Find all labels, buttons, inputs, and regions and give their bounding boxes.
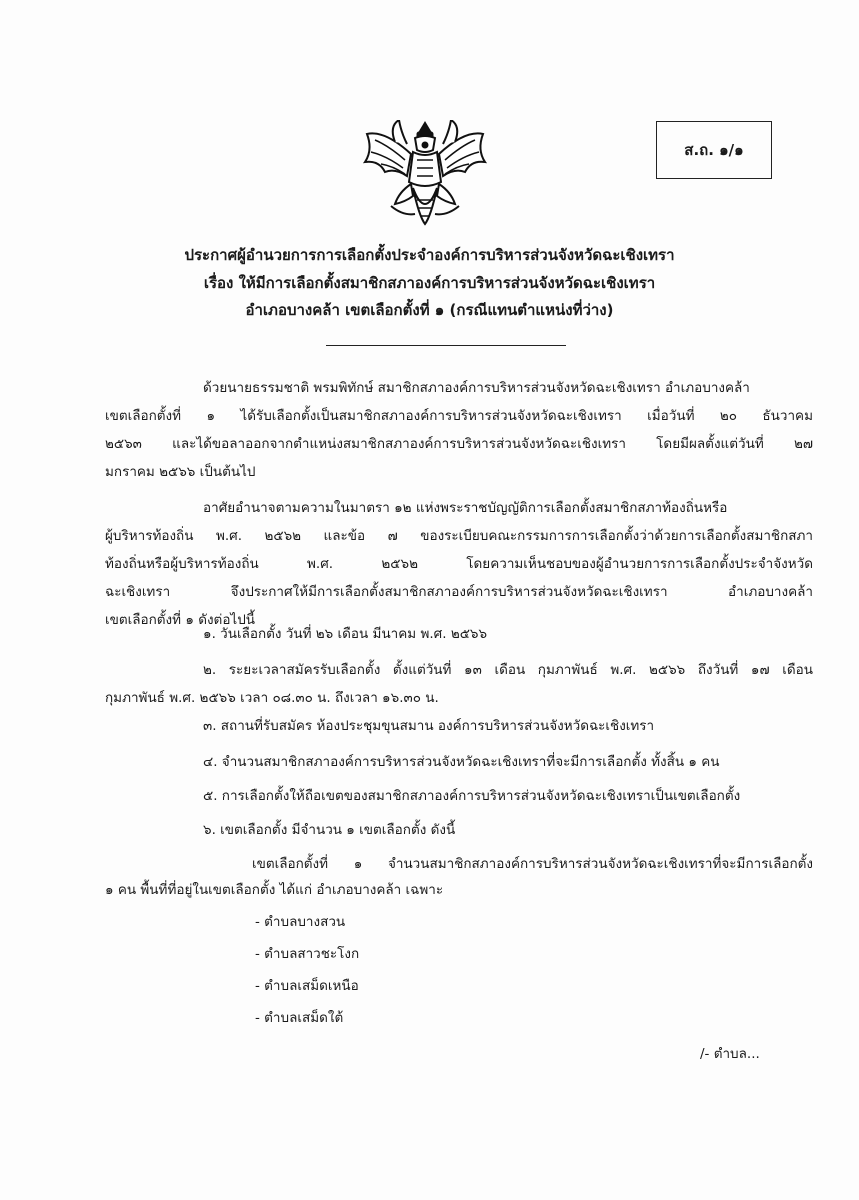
subdistrict-item: - ตำบลสาวชะโงก [255, 946, 360, 962]
item-1: ๑. วันเลือกตั้ง วันที่ ๒๖ เดือน มีนาคม พ.ศ. ๒๕๖๖ [203, 626, 488, 642]
garuda-emblem-icon [355, 120, 495, 230]
item-3: ๓. สถานที่รับสมัคร ห้องประชุมขุนสมาน องค์การบริหารส่วนจังหวัดฉะเชิงเทรา [203, 718, 655, 734]
continuation-note: /- ตำบล... [700, 1046, 760, 1062]
paragraph2-line-1: อาศัยอำนาจตามความในมาตรา ๑๒ แห่งพระราชบัญญัติการเลือกตั้งสมาชิกสภาท้องถิ่นหรือ [203, 500, 728, 516]
form-number-box [656, 121, 772, 179]
district-line-1: เขตเลือกตั้งที่ ๑ จำนวนสมาชิกสภาองค์การบริหารส่วนจังหวัดฉะเชิงเทราที่จะมีการเลือกตั้ง [252, 856, 813, 872]
header-line-3: อำเภอบางคล้า เขตเลือกตั้งที่ ๑ (กรณีแทนตำแหน่งที่ว่าง) [245, 301, 614, 319]
paragraph1-line-2: เขตเลือกตั้งที่ ๑ ได้รับเลือกตั้งเป็นสมาชิกสภาองค์การบริหารส่วนจังหวัดฉะเชิงเทรา เมื่อวันที่ ๒๐ ธันวาคม [105, 408, 813, 424]
header-line-1: ประกาศผู้อำนวยการการเลือกตั้งประจำองค์การบริหารส่วนจังหวัดฉะเชิงเทรา [184, 246, 675, 264]
item-5: ๕. การเลือกตั้งให้ถือเขตของสมาชิกสภาองค์การบริหารส่วนจังหวัดฉะเชิงเทราเป็นเขตเลือกตั้ง [203, 788, 741, 804]
header-divider [326, 345, 566, 346]
item-6: ๖. เขตเลือกตั้ง มีจำนวน ๑ เขตเลือกตั้ง ดังนี้ [203, 822, 456, 838]
form-number: ส.ถ. ๑/๑ [684, 141, 744, 159]
paragraph1-line-4: มกราคม ๒๕๖๖ เป็นต้นไป [105, 464, 256, 480]
subdistrict-item: - ตำบลเสม็ดเหนือ [255, 978, 359, 994]
item-4: ๔. จำนวนสมาชิกสภาองค์การบริหารส่วนจังหวัดฉะเชิงเทราที่จะมีการเลือกตั้ง ทั้งสิ้น ๑ คน [203, 754, 720, 770]
item-2-line-1: ๒. ระยะเวลาสมัครรับเลือกตั้ง ตั้งแต่วันที่ ๑๓ เดือน กุมภาพันธ์ พ.ศ. ๒๕๖๖ ถึงวันที่ ๑๗ เดือน [203, 662, 813, 678]
paragraph1-line-3: ๒๕๖๓ และได้ขอลาออกจากตำแหน่งสมาชิกสภาองค์การบริหารส่วนจังหวัดฉะเชิงเทรา โดยมีผลตั้งแต่วันที่ ๒๗ [105, 436, 813, 452]
item-2-line-2: กุมภาพันธ์ พ.ศ. ๒๕๖๖ เวลา ๐๘.๓๐ น. ถึงเวลา ๑๖.๓๐ น. [105, 690, 439, 706]
paragraph2-line-2: ผู้บริหารท้องถิ่น พ.ศ. ๒๕๖๒ และข้อ ๗ ของระเบียบคณะกรรมการการเลือกตั้งว่าด้วยการเลือกตั้งสมาชิกสภา [105, 528, 813, 544]
subdistrict-item: - ตำบลเสม็ดใต้ [255, 1010, 344, 1026]
paragraph1-line-1: ด้วยนายธรรมชาติ พรมพิทักษ์ สมาชิกสภาองค์การบริหารส่วนจังหวัดฉะเชิงเทรา อำเภอบางคล้า [203, 380, 750, 396]
header-line-2: เรื่อง ให้มีการเลือกตั้งสมาชิกสภาองค์การบริหารส่วนจังหวัดฉะเชิงเทรา [203, 274, 656, 292]
paragraph2-line-5: เขตเลือกตั้งที่ ๑ ดังต่อไปนี้ [105, 612, 256, 628]
paragraph2-line-3: ท้องถิ่นหรือผู้บริหารท้องถิ่น พ.ศ. ๒๕๖๒ โดยความเห็นชอบของผู้อำนวยการการเลือกตั้งประจำจังหวัด [105, 556, 813, 572]
district-line-2: ๑ คน พื้นที่ที่อยู่ในเขตเลือกตั้ง ได้แก่ อำเภอบางคล้า เฉพาะ [105, 882, 444, 898]
paragraph2-line-4: ฉะเชิงเทรา จึงประกาศให้มีการเลือกตั้งสมาชิกสภาองค์การบริหารส่วนจังหวัดฉะเชิงเทรา อำเภอบางคล้า [105, 584, 813, 600]
subdistrict-item: - ตำบลบางสวน [255, 914, 346, 930]
